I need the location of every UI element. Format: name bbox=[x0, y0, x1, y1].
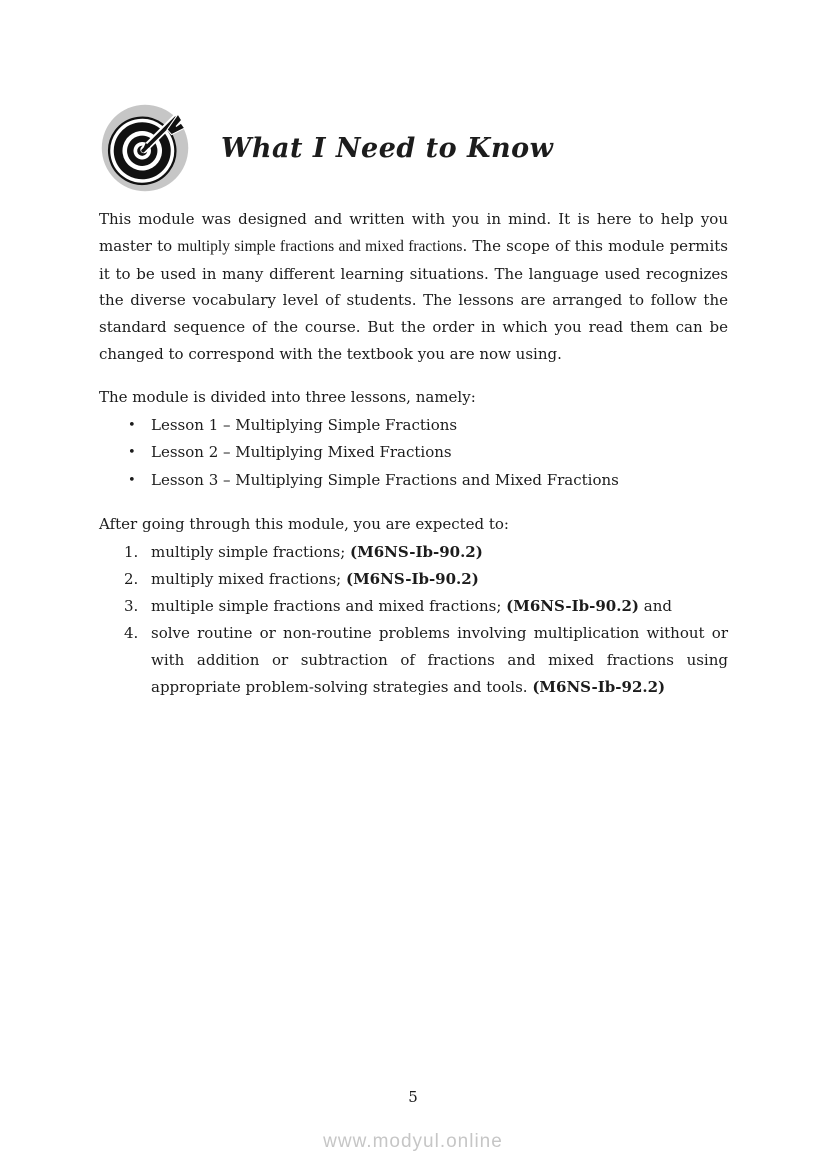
section-header bbox=[99, 100, 728, 196]
bullet-icon: • bbox=[128, 445, 136, 461]
page-number: 5 bbox=[408, 1088, 418, 1106]
intro-paragraph bbox=[99, 206, 728, 368]
list-item bbox=[99, 412, 728, 440]
objectives-lead: After going through this module, you are expected to: bbox=[99, 514, 509, 533]
list-number: 3. bbox=[124, 596, 139, 615]
objective-text: solve routine or non-routine problems involving multiplication without or with addition or subtraction of fractions and mixed fractions using appropriate problem-solving strategies and tools. bbox=[151, 623, 728, 696]
lessons-list bbox=[99, 412, 728, 495]
watermark: www.modyul.online bbox=[323, 1131, 503, 1152]
objective-text: multiply mixed fractions; bbox=[151, 569, 346, 588]
objective-text: multiply simple fractions; bbox=[151, 542, 351, 561]
bullseye-target-icon bbox=[99, 102, 191, 194]
intro-lead-in: This module was designed and written with you in mind. It is here to help you master to bbox=[99, 210, 728, 255]
objective-3 bbox=[151, 593, 728, 620]
objective-1 bbox=[151, 539, 728, 566]
list-item bbox=[99, 566, 728, 593]
objective-tail: and bbox=[639, 596, 672, 615]
list-item bbox=[99, 467, 728, 495]
lesson-2-label: Lesson 2 – Multiplying Mixed Fractions bbox=[151, 443, 452, 462]
list-item bbox=[99, 593, 728, 620]
objective-text: multiple simple fractions and mixed fractions; bbox=[151, 596, 507, 615]
list-item bbox=[99, 620, 728, 701]
curriculum-code: (M6NS-Ib-90.2) bbox=[345, 569, 479, 588]
page-content bbox=[99, 100, 728, 701]
intro-emphasis: multiply simple fractions and mixed fractions bbox=[177, 237, 463, 255]
lesson-3-label: Lesson 3 – Multiplying Simple Fractions and Mixed Fractions bbox=[151, 471, 619, 490]
curriculum-code: (M6NS-Ib-90.2) bbox=[350, 542, 483, 561]
lesson-1-label: Lesson 1 – Multiplying Simple Fractions bbox=[151, 415, 458, 434]
intro-lead-out: . The scope of this module permits it to be used in many different learning situations. The language used recognizes the diverse vocabulary level of students. The lessons are arranged to follow the standard sequence of the course. But the order in which you read them can be changed to correspond with the textbook you are now using. bbox=[99, 236, 728, 363]
curriculum-code: (M6NS-Ib-92.2) bbox=[532, 677, 666, 696]
bullet-icon: • bbox=[128, 473, 136, 489]
objectives-list bbox=[99, 539, 728, 701]
list-number: 1. bbox=[124, 542, 139, 561]
list-item bbox=[99, 439, 728, 467]
bullet-icon: • bbox=[128, 417, 136, 433]
list-number: 2. bbox=[124, 569, 139, 588]
list-number: 4. bbox=[124, 623, 139, 642]
curriculum-code: (M6NS-Ib-90.2) bbox=[506, 596, 639, 615]
objective-4 bbox=[151, 620, 728, 701]
page-title: What I Need to Know bbox=[221, 132, 554, 164]
objective-2 bbox=[151, 566, 728, 593]
list-item bbox=[99, 539, 728, 566]
lessons-lead: The module is divided into three lessons, namely: bbox=[99, 387, 476, 406]
